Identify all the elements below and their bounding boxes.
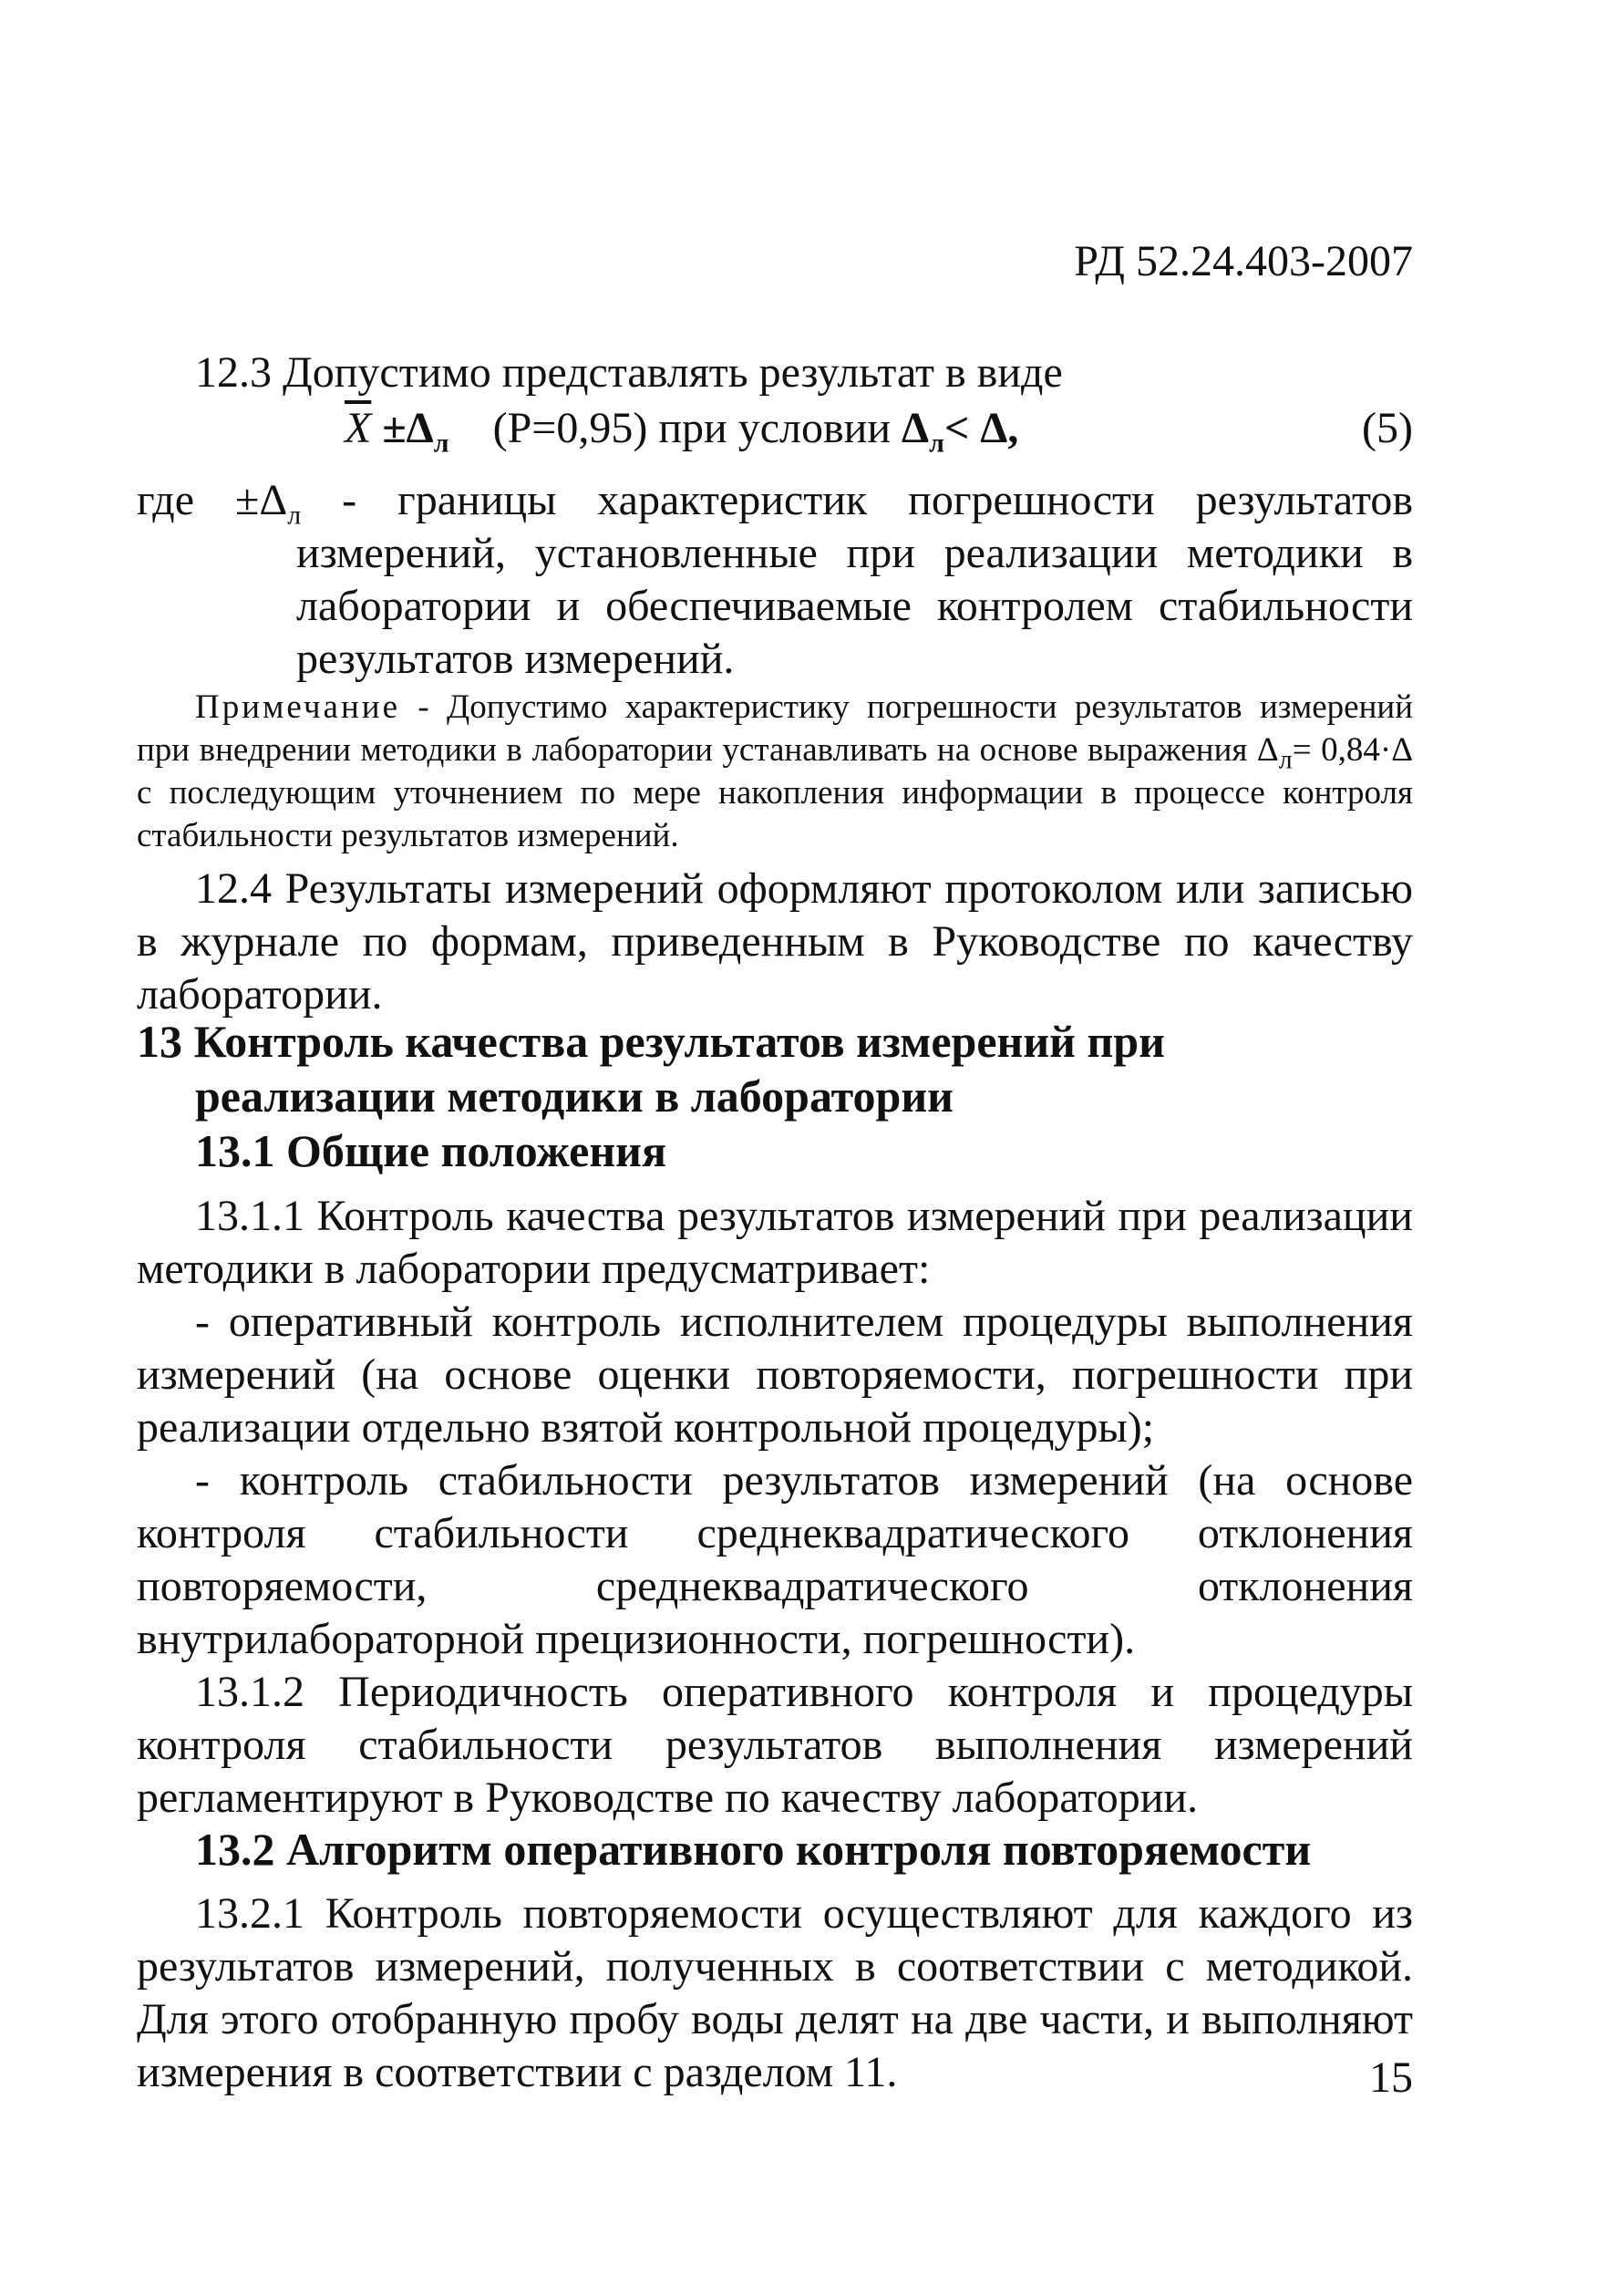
formula-mean-x: $\overline{X}$ — [345, 404, 372, 452]
paragraph-13-1-1: 13.1.1 Контроль качества результатов измерений при реализации методики в лаборатории предусматривает: — [137, 1192, 1413, 1293]
section-13-2-heading: 13.2 Алгоритм оперативного контроля повторяемости — [195, 1824, 1312, 1875]
page-number: 15 — [1369, 2053, 1413, 2102]
paragraph-13-1-2: 13.1.2 Периодичность оперативного контроля и процедуры контроля стабильности результатов выполнения измерений регламентируют в Руководстве по качеству лаборатории. — [137, 1668, 1413, 1822]
section-12-3-intro: 12.3 Допустимо представлять результат в виде — [195, 348, 1063, 397]
formula-5: $\overline{X} \pm\Delta_л$ (P=0,95) при условии $\Delta_л< \Delta$, — [345, 404, 1019, 459]
section-13-1-heading: 13.1 Общие положения — [195, 1125, 667, 1176]
list-item-stability-control: - контроль стабильности результатов измерений (на основе контроля стабильности среднеквадратического отклонения повторяемости, среднеквадратического отклонения внутрилабораторной прецизионности, погрешности). — [137, 1456, 1413, 1663]
document-code-header: РД 52.24.403-2007 — [1074, 237, 1413, 285]
where-clause: где $\pm\Delta_л$ - границы характеристик погрешности результатов измерений, установленные при реализации методики в лаборатории и обеспечиваемые контролем стабильности результатов измерений. — [137, 476, 1413, 683]
section-13-heading: 13 Контроль качества результатов измерений при реализации методики в лаборатории — [137, 1016, 1165, 1122]
section-12-4: 12.4 Результаты измерений оформляют протоколом или записью в журнале по формам, приведенным в Руководстве по качеству лаборатории. — [137, 864, 1413, 1019]
note-block: Примечание - Допустимо характеристику погрешности результатов измерений при внедрении методики в лаборатории устанавливать на основе выражения $\Delta_л= 0,84\cdot\Delta$ с последующим уточнением по мере накопления информации в процессе контроля стабильности результатов измерений. — [137, 688, 1413, 854]
note-label: Примечание — [195, 688, 400, 726]
paragraph-13-2-1: 13.2.1 Контроль повторяемости осуществляют для каждого из результатов измерений, полученных в соответствии с методикой. Для этого отобранную пробу воды делят на две части, и выполняют измерения в соответствии с разделом 11. — [137, 1889, 1413, 2096]
equation-number: (5) — [1362, 404, 1413, 452]
list-item-operational-control: - оперативный контроль исполнителем процедуры выполнения измерений (на основе оценки повторяемости, погрешности при реализации отдельно взятой контрольной процедуры); — [137, 1298, 1413, 1452]
